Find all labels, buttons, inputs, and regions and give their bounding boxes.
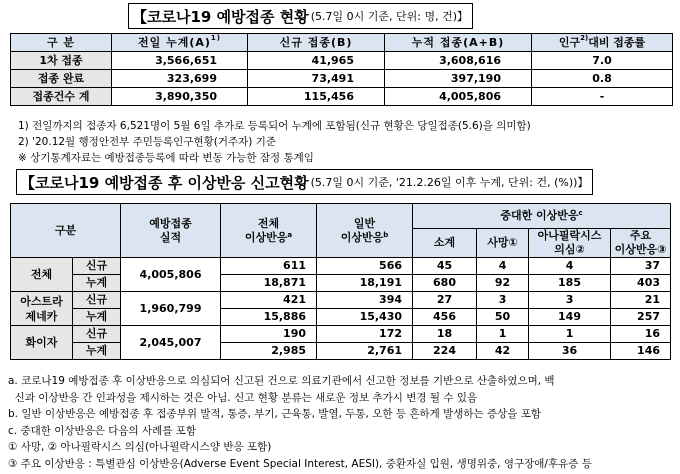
group-label: 아스트라 제네카 (11, 292, 73, 326)
cell-subtotal: 27 (413, 292, 477, 309)
cell-subtotal: 456 (413, 309, 477, 326)
header-serious-reactions: 중대한 이상반응$^c$ (413, 204, 671, 229)
cell-anaphylaxis: 185 (529, 275, 611, 292)
row-label: 1차 접종 (11, 52, 112, 70)
cell-new: 73,491 (248, 70, 385, 88)
cell-anaphylaxis: 3 (529, 292, 611, 309)
cell-anaphylaxis: 149 (529, 309, 611, 326)
header-vaccinations: 예방접종 실적 (121, 204, 221, 258)
cell-general: 2,761 (317, 343, 413, 360)
cell-subtotal: 680 (413, 275, 477, 292)
cell-prev-total: 3,890,350 (112, 88, 248, 106)
cell-death: 42 (477, 343, 529, 360)
footnote: c. 중대한 이상반응은 다음의 사례를 포함 (8, 424, 197, 437)
row-type: 누계 (73, 343, 121, 360)
cell-subtotal: 18 (413, 326, 477, 343)
table-row (11, 326, 671, 343)
group-label: 전체 (11, 258, 73, 292)
cell-major: 37 (611, 258, 671, 275)
cell-cumulative: 3,608,616 (385, 52, 532, 70)
cell-general: 18,191 (317, 275, 413, 292)
footnote: 2) '20.12월 행정안전부 주민등록인구현황(거주자) 기준 (18, 136, 276, 148)
row-type: 누계 (73, 275, 121, 292)
cell-death: 4 (477, 258, 529, 275)
cell-death: 3 (477, 292, 529, 309)
header-rate: 인구$^{2)}$대비 접종률 (532, 34, 673, 52)
row-type: 누계 (73, 309, 121, 326)
footnote: a. 코로나19 예방접종 후 이상반응으로 의심되어 신고된 건으로 의료기관에서 신고한 정보를 기반으로 산출하였으며, 백 (8, 375, 555, 387)
header-subtotal: 소계 (413, 229, 477, 258)
table-row (11, 309, 671, 326)
cell-rate: - (532, 88, 673, 106)
cell-general: 394 (317, 292, 413, 309)
footnote: ③ 주요 이상반응 : 특별관심 이상반응(Adverse Event Special Interest, AESI), 중환자실 입원, 생명위중, 영구장애/후유증 등 (8, 457, 592, 470)
table-row (11, 52, 673, 70)
table-row (11, 343, 671, 360)
table-row (11, 70, 673, 88)
header-major-reactions: 주요 이상반응③ (611, 229, 671, 258)
cell-new: 41,965 (248, 52, 385, 70)
footnote: ① 사망, ② 아나필락시스 의심(아나필락시스양 반응 포함) (8, 441, 272, 454)
table-row (11, 292, 671, 309)
table-row (11, 258, 671, 275)
title-sub: (5.7일 0시 기준, '21.2.26일 이후 누계, 단위: 건, (%))】 (310, 176, 589, 189)
cell-rate: 7.0 (532, 52, 673, 70)
header-cumulative: 누적 접종(A+B) (385, 34, 532, 52)
cell-total: 190 (221, 326, 317, 343)
header-prev-total: 전일 누계$(A)^{1)}$ (112, 34, 248, 52)
cell-prev-total: 323,699 (112, 70, 248, 88)
footnote: ※ 상기통계자료는 예방접종등록에 따라 변동 가능한 잠정 통계임 (18, 152, 314, 164)
cell-total: 421 (221, 292, 317, 309)
cell-total: 2,985 (221, 343, 317, 360)
cell-subtotal: 224 (413, 343, 477, 360)
table-header-row (11, 204, 671, 229)
cell-subtotal: 45 (413, 258, 477, 275)
table-header-row (11, 34, 673, 52)
cell-major: 21 (611, 292, 671, 309)
footnotes-vaccination (18, 118, 531, 166)
header-anaphylaxis: 아나필락시스 의심② (529, 229, 611, 258)
header-new: 신규 접종(B) (248, 34, 385, 52)
cell-major: 257 (611, 309, 671, 326)
row-type: 신규 (73, 292, 121, 309)
vaccination-status-title (128, 3, 473, 29)
footnote: 1) 전일까지의 접종자 6,521명이 5월 6일 추가로 등록되어 누계에 포함됨(신규 현황은 당일접종(5.6)을 의미함) (18, 120, 531, 132)
cell-death: 50 (477, 309, 529, 326)
adverse-reaction-title (16, 169, 593, 195)
title-main: 【코로나19 예방접종 현황 (132, 7, 309, 26)
cell-major: 403 (611, 275, 671, 292)
cell-cumulative: 4,005,806 (385, 88, 532, 106)
cell-general: 566 (317, 258, 413, 275)
footnotes-adverse-reactions (8, 373, 592, 473)
cell-vaccinations: 1,960,799 (121, 292, 221, 326)
table-row (11, 275, 671, 292)
header-group: 구분 (11, 204, 121, 258)
header-category: 구 분 (11, 34, 112, 52)
header-general-reactions: 일반 이상반응$^b$ (317, 204, 413, 258)
cell-vaccinations: 2,045,007 (121, 326, 221, 360)
row-label: 접종 완료 (11, 70, 112, 88)
footnote: 신과 이상반응 간 인과성을 제시하는 것은 아님. 신고 현황 분류는 새로운 정보 추가시 변경 될 수 있음 (8, 391, 478, 404)
cell-death: 92 (477, 275, 529, 292)
cell-major: 146 (611, 343, 671, 360)
cell-rate: 0.8 (532, 70, 673, 88)
cell-anaphylaxis: 36 (529, 343, 611, 360)
adverse-reaction-table (10, 203, 671, 360)
cell-general: 15,430 (317, 309, 413, 326)
cell-total: 15,886 (221, 309, 317, 326)
header-total-reactions: 전체 이상반응$^a$ (221, 204, 317, 258)
footnote: b. 일반 이상반응은 예방접종 후 접종부위 발적, 통증, 부기, 근육통, 발열, 두통, 오한 등 흔하게 발생하는 증상을 포함 (8, 408, 542, 421)
title-main: 【코로나19 예방접종 후 이상반응 신고현황 (20, 173, 309, 192)
table-row (11, 88, 673, 106)
cell-new: 115,456 (248, 88, 385, 106)
cell-total: 18,871 (221, 275, 317, 292)
cell-prev-total: 3,566,651 (112, 52, 248, 70)
cell-general: 172 (317, 326, 413, 343)
group-label: 화이자 (11, 326, 73, 360)
row-type: 신규 (73, 326, 121, 343)
cell-death: 1 (477, 326, 529, 343)
cell-cumulative: 397,190 (385, 70, 532, 88)
header-death: 사망① (477, 229, 529, 258)
title-sub: (5.7일 0시 기준, 단위: 명, 건)】 (310, 10, 468, 23)
cell-anaphylaxis: 1 (529, 326, 611, 343)
row-type: 신규 (73, 258, 121, 275)
vaccination-status-table (10, 33, 673, 106)
cell-total: 611 (221, 258, 317, 275)
cell-anaphylaxis: 4 (529, 258, 611, 275)
cell-vaccinations: 4,005,806 (121, 258, 221, 292)
cell-major: 16 (611, 326, 671, 343)
row-label: 접종건수 계 (11, 88, 112, 106)
